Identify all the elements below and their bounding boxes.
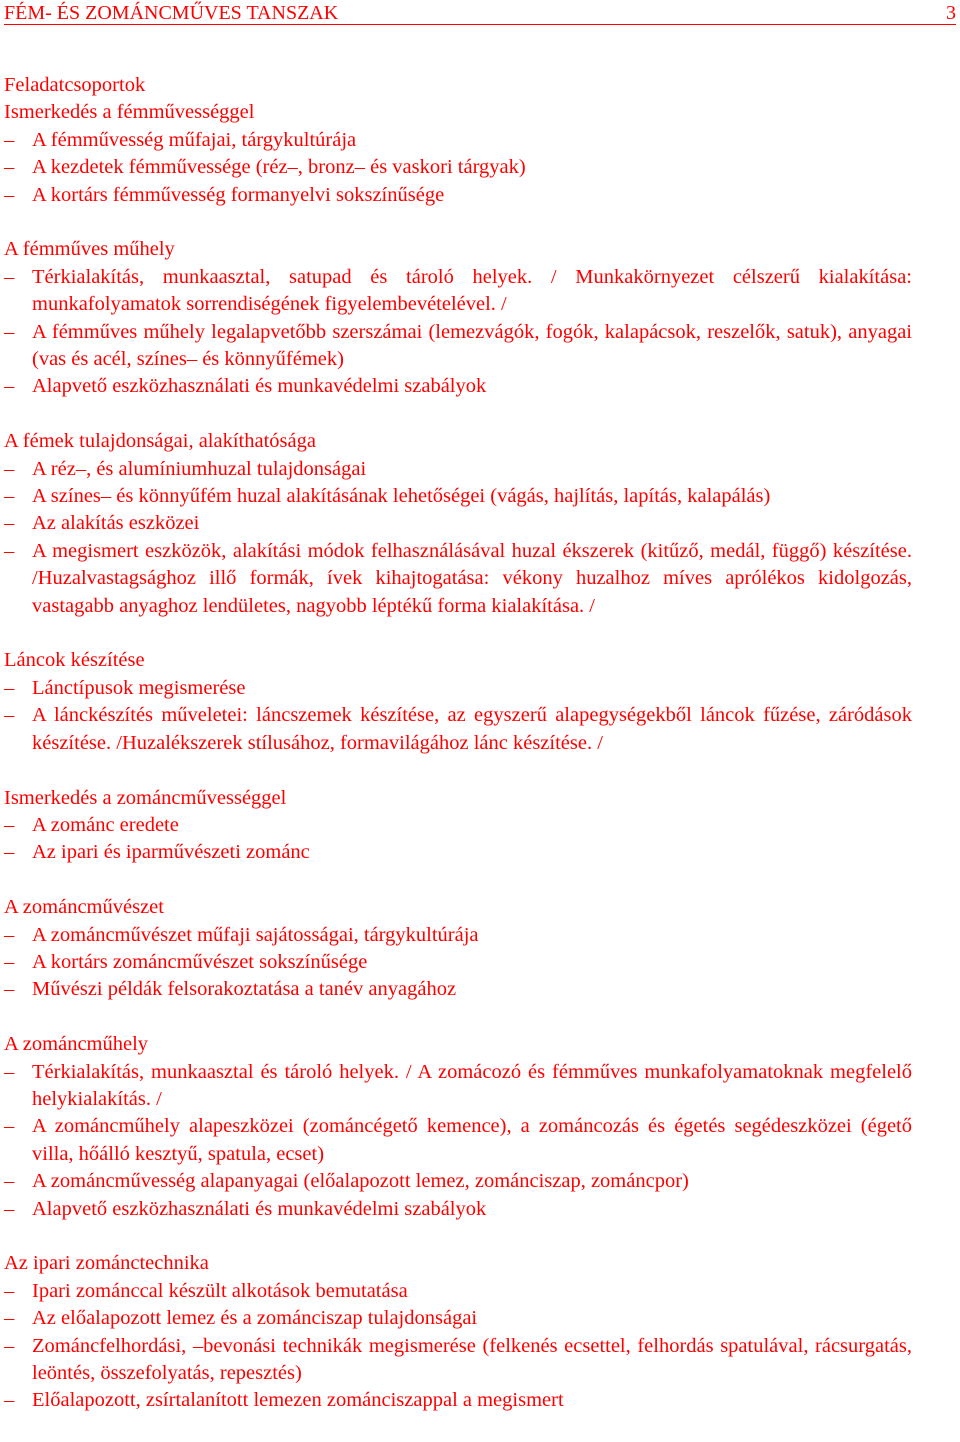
list-item: – Térkialakítás, munkaasztal és tároló helyek. / A zomácozó és fémműves munkafolyamatoknak megfelelő helykialakítás. /	[4, 1060, 912, 1110]
dash-bullet: –	[4, 320, 15, 343]
dash-bullet: –	[4, 1334, 15, 1357]
page-number: 3	[946, 2, 956, 24]
dash-bullet: –	[4, 923, 15, 946]
list-item: – Művészi példák felsorakoztatása a tanév anyagához	[4, 976, 912, 1003]
list-item: – A fémműves műhely legalapvetőbb szerszámai (lemezvágók, fogók, kalapácsok, reszelők, satuk), anyagai (vas és acél, színes– és könnyűfémek)	[4, 320, 912, 371]
dash-bullet: –	[4, 1060, 15, 1083]
page-header	[4, 2, 956, 25]
list-item: – A kortárs fémművesség formanyelvi sokszínűsége	[4, 182, 912, 209]
section-ipari-zománctechnika	[4, 1250, 912, 1414]
list-item: – Térkialakítás, munkaasztal, satupad és tároló helyek. / Munkakörnyezet célszerű kialakítása: munkafolyamatok sorrendiségének figyelembevételével. /	[4, 265, 912, 316]
dash-bullet: –	[4, 1389, 15, 1412]
list-item: – Alapvető eszközhasználati és munkavédelmi szabályok	[4, 373, 912, 400]
dash-bullet: –	[4, 128, 15, 151]
header-title: FÉM- ÉS ZOMÁNCMŰVES TANSZAK	[4, 2, 339, 24]
section-láncok	[4, 647, 912, 757]
section-heading: A fémek tulajdonságai, alakíthatósága	[4, 430, 316, 453]
dash-bullet: –	[4, 183, 15, 206]
list-item: – Ipari zománccal készült alkotások bemutatása	[4, 1278, 912, 1305]
section-fémek-tulajdonságai	[4, 428, 912, 620]
dash-bullet: –	[4, 841, 15, 864]
list-item: – A színes– és könnyűfém huzal alakításának lehetőségei (vágás, hajlítás, lapítás, kalapálás)	[4, 483, 912, 510]
list-item: – A kezdetek fémművessége (réz–, bronz– és vaskori tárgyak)	[4, 154, 912, 181]
dash-bullet: –	[4, 978, 15, 1001]
list-item: – A fémművesség műfajai, tárgykultúrája	[4, 127, 912, 154]
section-heading: A fémműves műhely	[4, 238, 175, 261]
section-heading: A zománcműhely	[4, 1033, 149, 1056]
list-item: – A megismert eszközök, alakítási módok felhasználásával huzal ékszerek (kitűző, medál, függő) készítése. /Huzalvastagsághoz illő formák, ívek kihajtogatása: vékony huzalhoz míves aprólékos kidolgozás, vastagabb anyaghoz lendületes, nagyobb léptékű forma kialakítása. /	[4, 539, 912, 617]
list-item: – A lánckészítés műveletei: láncszemek készítése, az egyszerű alapegységekből láncok fűzése, záródások készítése. /Huzalékszerek stílusához, formavilágához lánc készítése. /	[4, 704, 912, 754]
document-body	[4, 72, 912, 1442]
dash-bullet: –	[4, 485, 15, 508]
dash-bullet: –	[4, 512, 15, 535]
dash-bullet: –	[4, 265, 15, 288]
section-heading: Ismerkedés a zománcművességgel	[4, 786, 287, 809]
section-heading: A zománcművészet	[4, 896, 164, 919]
section-fémműves-műhely	[4, 236, 912, 400]
dash-bullet: –	[4, 813, 15, 836]
list-item: – A kortárs zománcművészet sokszínűsége	[4, 949, 912, 976]
list-item: – A réz–, és alumíniumhuzal tulajdonságai	[4, 456, 912, 483]
list-item: – A zománc eredete	[4, 812, 912, 839]
dash-bullet: –	[4, 704, 15, 727]
section-zománcművesség	[4, 785, 912, 867]
dash-bullet: –	[4, 156, 15, 179]
list-item: – A zománcművesség alapanyagai (előalapozott lemez, zománciszap, zománcpor)	[4, 1168, 912, 1195]
dash-bullet: –	[4, 539, 15, 562]
dash-bullet: –	[4, 950, 15, 973]
section-zománcművészet	[4, 894, 912, 1004]
section-heading: Az ipari zománctechnika	[4, 1252, 209, 1275]
dash-bullet: –	[4, 375, 15, 398]
list-item: – Zománcfelhordási, –bevonási technikák megismerése (felkenés ecsettel, felhordás spatulával, rácsurgatás, leöntés, összefolyatás, repesztés)	[4, 1334, 912, 1384]
list-item: – Az előalapozott lemez és a zománciszap tulajdonságai	[4, 1305, 912, 1332]
section-heading: Láncok készítése	[4, 649, 145, 672]
list-item: – Alapvető eszközhasználati és munkavédelmi szabályok	[4, 1196, 912, 1223]
dash-bullet: –	[4, 1170, 15, 1193]
list-item: – Az ipari és iparművészeti zománc	[4, 839, 912, 866]
section-heading: Feladatcsoportok Ismerkedés a fémművességgel	[4, 74, 255, 124]
dash-bullet: –	[4, 457, 15, 480]
list-item: – A zománcművészet műfaji sajátosságai, tárgykultúrája	[4, 922, 912, 949]
dash-bullet: –	[4, 1307, 15, 1330]
section-zománcműhely	[4, 1031, 912, 1223]
dash-bullet: –	[4, 1279, 15, 1302]
section-fémművesség	[4, 72, 912, 209]
dash-bullet: –	[4, 1197, 15, 1220]
list-item: – A zománcműhely alapeszközei (zománcégető kemence), a zománcozás és égetés segédeszközei (égető villa, hőálló kesztyű, spatula, ecset)	[4, 1115, 912, 1165]
dash-bullet: –	[4, 676, 15, 699]
list-item: – Lánctípusok megismerése	[4, 675, 912, 702]
list-item: – Előalapozott, zsírtalanított lemezen zománciszappal a megismert	[4, 1387, 912, 1414]
list-item: – Az alakítás eszközei	[4, 510, 912, 537]
dash-bullet: –	[4, 1115, 15, 1138]
